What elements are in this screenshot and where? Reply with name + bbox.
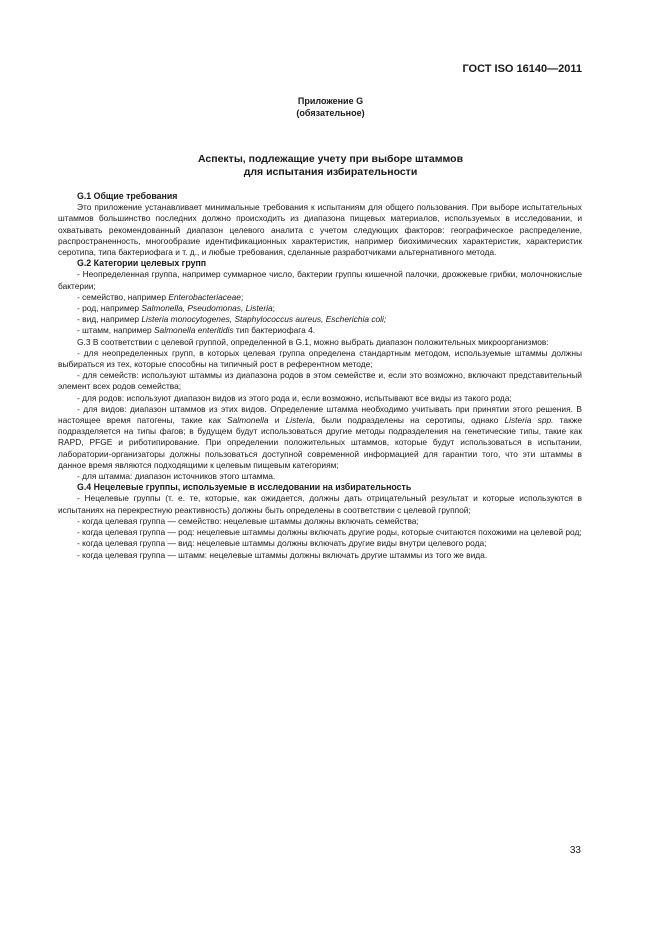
title-line-2: для испытания избирательности bbox=[243, 166, 418, 178]
g2-species: - вид, например Listeria monocytogenes, Staphylococcus aureus, Escherichia coli; bbox=[77, 314, 387, 325]
g2-family: - семейство, например Enterobacteriaceae; bbox=[77, 291, 244, 302]
annex-status: (обязательное) bbox=[296, 108, 365, 118]
section-g1-paragraph: Это приложение устанавливает минимальные требования к испытаниям для общего пользования. При выборе испытательных штаммов большинство последних должно происходить из диапазона пищевых материалов, используемых в исследовании, и охватывать рекомендованный диапазон целевого аналита с учетом следующих факторов: географическое распределение, распространенность, многообразие идентификационных характеристик, например биохимических характеристик, характеристик серотипа, типа бактериофага и т. д., и любые требования, сделанные разработчиками альтернативного метода. bbox=[58, 202, 582, 258]
g2-strain: - штамм, например Salmonella enteritidis тип бактериофага 4. bbox=[77, 325, 316, 336]
standard-number: ГОСТ ISO 16140—2011 bbox=[462, 63, 582, 75]
g4-family: - когда целевая группа — семейство: нецелевые штаммы должны включать семейства; bbox=[77, 515, 419, 526]
g3-genera: - для родов: используют диапазон видов из этого рода и, если возможно, испытывают все виды из такого рода; bbox=[77, 392, 512, 403]
annex-title bbox=[0, 153, 661, 179]
g3-families: - для семейств: используют штаммы из диапазона родов в этом семействе и, если это возможно, включают представительный элемент всех родов семейства; bbox=[58, 370, 582, 392]
g3-strain: - для штамма: диапазон источников этого штамма. bbox=[77, 471, 276, 482]
g4-species: - когда целевая группа — вид: нецелевые штаммы должны включать другие виды внутри целевого рода; bbox=[77, 538, 487, 549]
section-g1-heading: G.1 Общие требования bbox=[77, 191, 178, 201]
g4-genus: - когда целевая группа — род: нецелевые штаммы должны включать другие роды, которые считаются похожими на целевой род; bbox=[77, 527, 582, 538]
g2-genus: - род, например Salmonella, Pseudomonas, Listeria; bbox=[77, 303, 275, 314]
document-body bbox=[58, 191, 582, 561]
annex-name: Приложение G bbox=[297, 96, 364, 106]
section-g2-heading: G.2 Категории целевых групп bbox=[77, 258, 207, 269]
g4-nontarget-groups: - Нецелевые группы (т. е. те, которые, как ожидается, должны дать отрицательный результат и которые используются в испытаниях на перекрестную реактивность) должны быть определены в соответствии с целевой группой; bbox=[58, 493, 582, 515]
annex-label bbox=[0, 95, 661, 119]
g4-strain: - когда целевая группа — штамм: нецелевые штаммы должны включать другие штаммы из того же вида. bbox=[77, 549, 488, 560]
g3-intro: G.3 В соответствии с целевой группой, определенной в G.1, можно выбрать диапазон положительных микроорганизмов: bbox=[77, 336, 549, 347]
g3-species: - для видов: диапазон штаммов из этих видов. Определение штамма необходимо учитывать при принятии этого решения. В настоящее время патогены, такие как Salmonella и Listeria, были подразделены на серотипы, однако Listeria spp. также подразделяется на типы фагов; в будущем будут использоваться другие методы подразделения на генетические типы, такие как RAPD, PFGE и риботипирование. При определении положительных штаммов, которые будут использоваться в испытании, лаборатории-организаторы должны пользоваться доступной современной информацией для гарантии того, что эти штаммы в данное время являются подходящими к целевым пищевым категориям; bbox=[58, 403, 582, 470]
page-number: 33 bbox=[569, 845, 581, 856]
g2-undefined-group: - Неопределенная группа, например суммарное число, бактерии группы кишечной палочки, дрожжевые грибки, молочнокислые бактерии; bbox=[58, 269, 582, 291]
section-g4-heading: G.4 Нецелевые группы, используемые в исследовании на избирательность bbox=[77, 482, 412, 493]
title-line-1: Аспекты, подлежащие учету при выборе штаммов bbox=[197, 153, 464, 165]
g3-undefined-groups: - для неопределенных групп, в которых целевая группа определена стандартным методом, используемые штаммы должны выбираться из тех, которые способны на типичный рост в референтном методе; bbox=[58, 347, 582, 370]
